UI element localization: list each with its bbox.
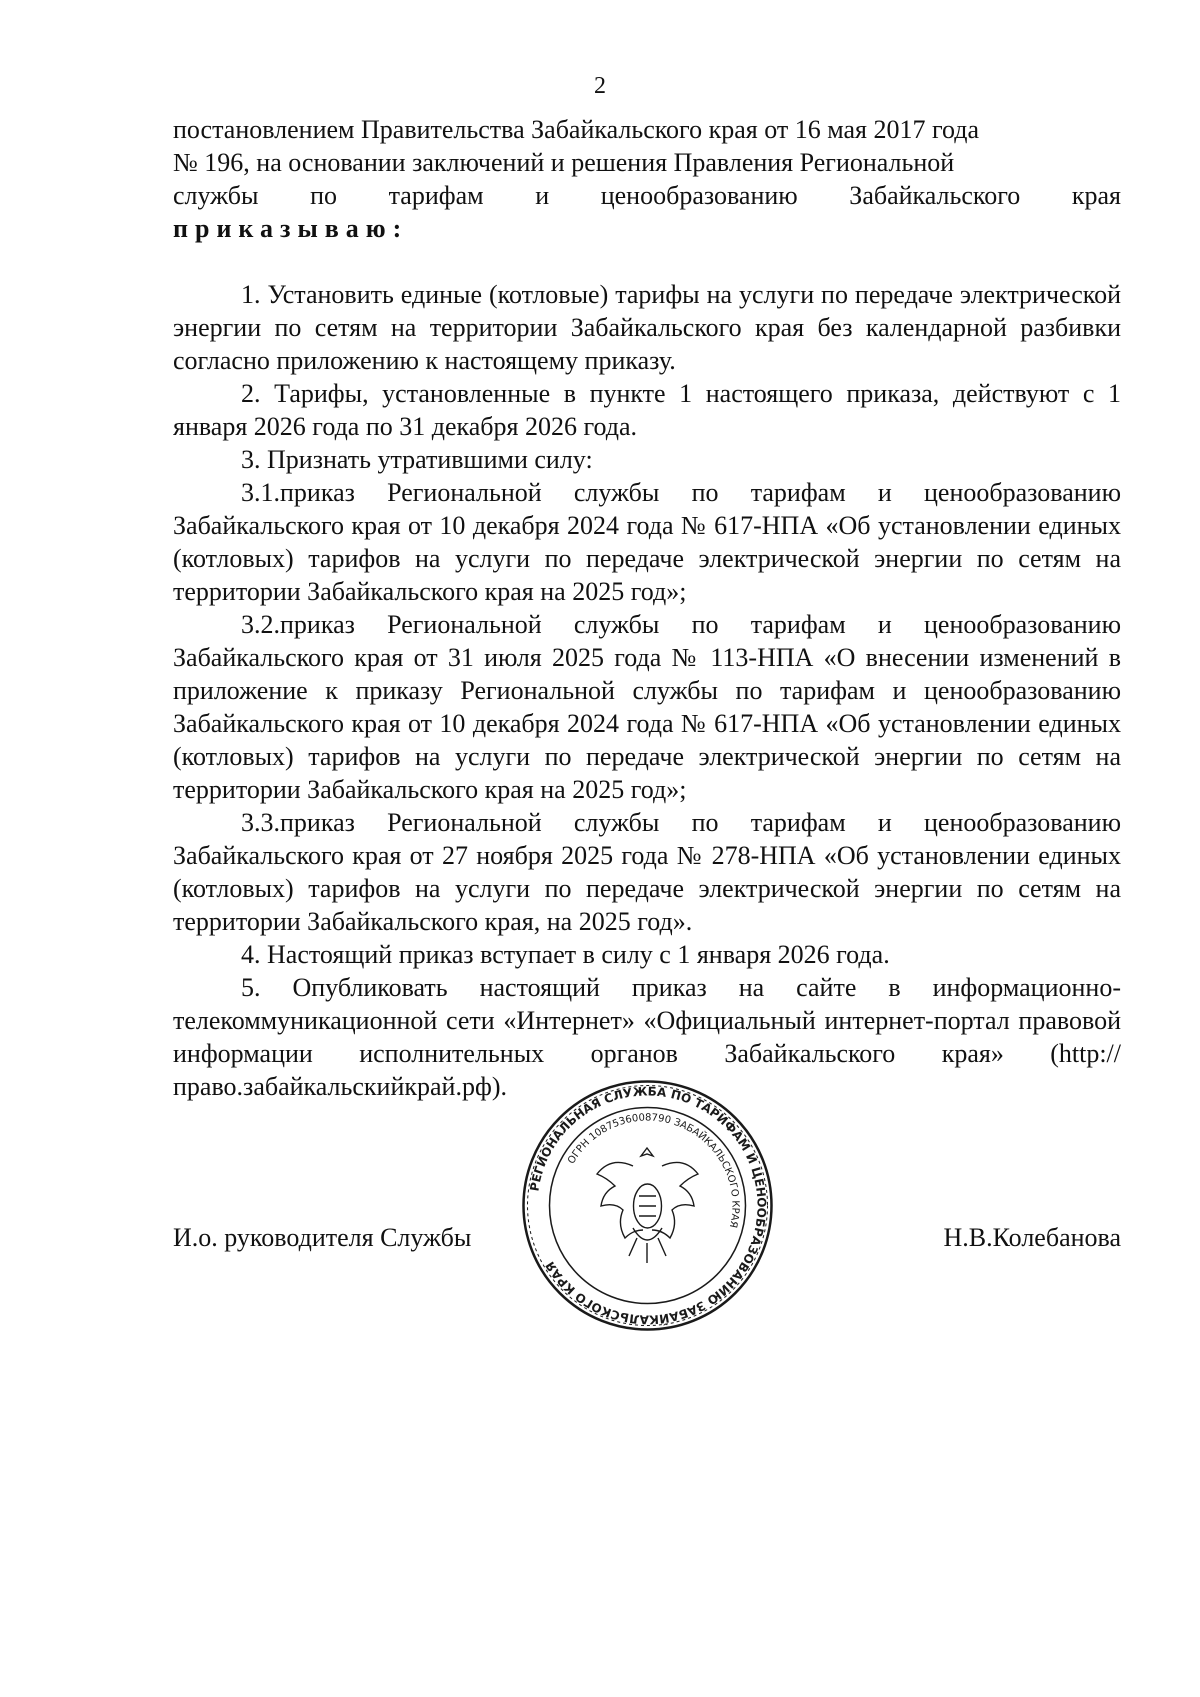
seal-outer-text: РЕГИОНАЛЬНАЯ СЛУЖБА ПО ТАРИФАМ И ЦЕНООБРАЗОВАНИЮ ЗАБАЙКАЛЬСКОГО КРАЯ bbox=[527, 1084, 769, 1327]
item-3: 3. Признать утратившими силу: bbox=[241, 445, 593, 474]
item-4: 4. Настоящий приказ вступает в силу с 1 января 2026 года. bbox=[241, 940, 890, 969]
item-5: 5. Опубликовать настоящий приказ на сайте в информационно-телекоммуникационной сети «Интернет» «Официальный интернет-портал правовой информации исполнительных органов Забайкальского края» (http://право.забайкальскийкрай.рф). bbox=[173, 973, 1121, 1101]
intro-line: № 196, на основании заключений и решения Правления Региональной bbox=[173, 148, 955, 177]
signature-block bbox=[173, 1221, 1121, 1261]
signer-name: Н.В.Колебанова bbox=[943, 1223, 1121, 1252]
intro-line: службы по тарифам и ценообразованию Забайкальского края bbox=[173, 181, 1121, 210]
spacer bbox=[173, 245, 1121, 278]
item-3-2: 3.2.приказ Региональной службы по тарифам и ценообразованию Забайкальского края от 31 июля 2025 года № 113-НПА «О внесении изменений в приложение к приказу Региональной службы по тарифам и ценообразованию Забайкальского края от 10 декабря 2024 года № 617-НПА «Об установлении единых (котловых) тарифов на услуги по передаче электрической энергии по сетям на территории Забайкальского края на 2025 год»; bbox=[173, 610, 1121, 804]
official-seal-stamp bbox=[505, 1078, 790, 1333]
seal-inner-text: ОГРН 1087536008790 ЗАБАЙКАЛЬСКОГО КРАЯ bbox=[566, 1112, 741, 1229]
item-3-1: 3.1.приказ Региональной службы по тарифам и ценообразованию Забайкальского края от 10 декабря 2024 года № 617-НПА «Об установлении единых (котловых) тарифов на услуги по передаче электрической энергии по сетям на территории Забайкальского края на 2025 год»; bbox=[173, 478, 1121, 606]
signer-title: И.о. руководителя Службы bbox=[173, 1223, 472, 1252]
document-body bbox=[173, 113, 1121, 1103]
order-word: приказываю: bbox=[173, 214, 409, 243]
page-number: 2 bbox=[594, 73, 606, 99]
intro-line: постановлением Правительства Забайкальского края от 16 мая 2017 года bbox=[173, 115, 980, 144]
item-2: 2. Тарифы, установленные в пункте 1 настоящего приказа, действуют с 1 января 2026 года по 31 декабря 2026 года. bbox=[173, 379, 1121, 441]
item-3-3: 3.3.приказ Региональной службы по тарифам и ценообразованию Забайкальского края от 27 ноября 2025 года № 278-НПА «Об установлении единых (котловых) тарифов на услуги по передаче электрической энергии по сетям на территории Забайкальского края, на 2025 год». bbox=[173, 808, 1121, 936]
item-1: 1. Установить единые (котловые) тарифы на услуги по передаче электрической энергии по сетям на территории Забайкальского края без календарной разбивки согласно приложению к настоящему приказу. bbox=[173, 280, 1121, 375]
